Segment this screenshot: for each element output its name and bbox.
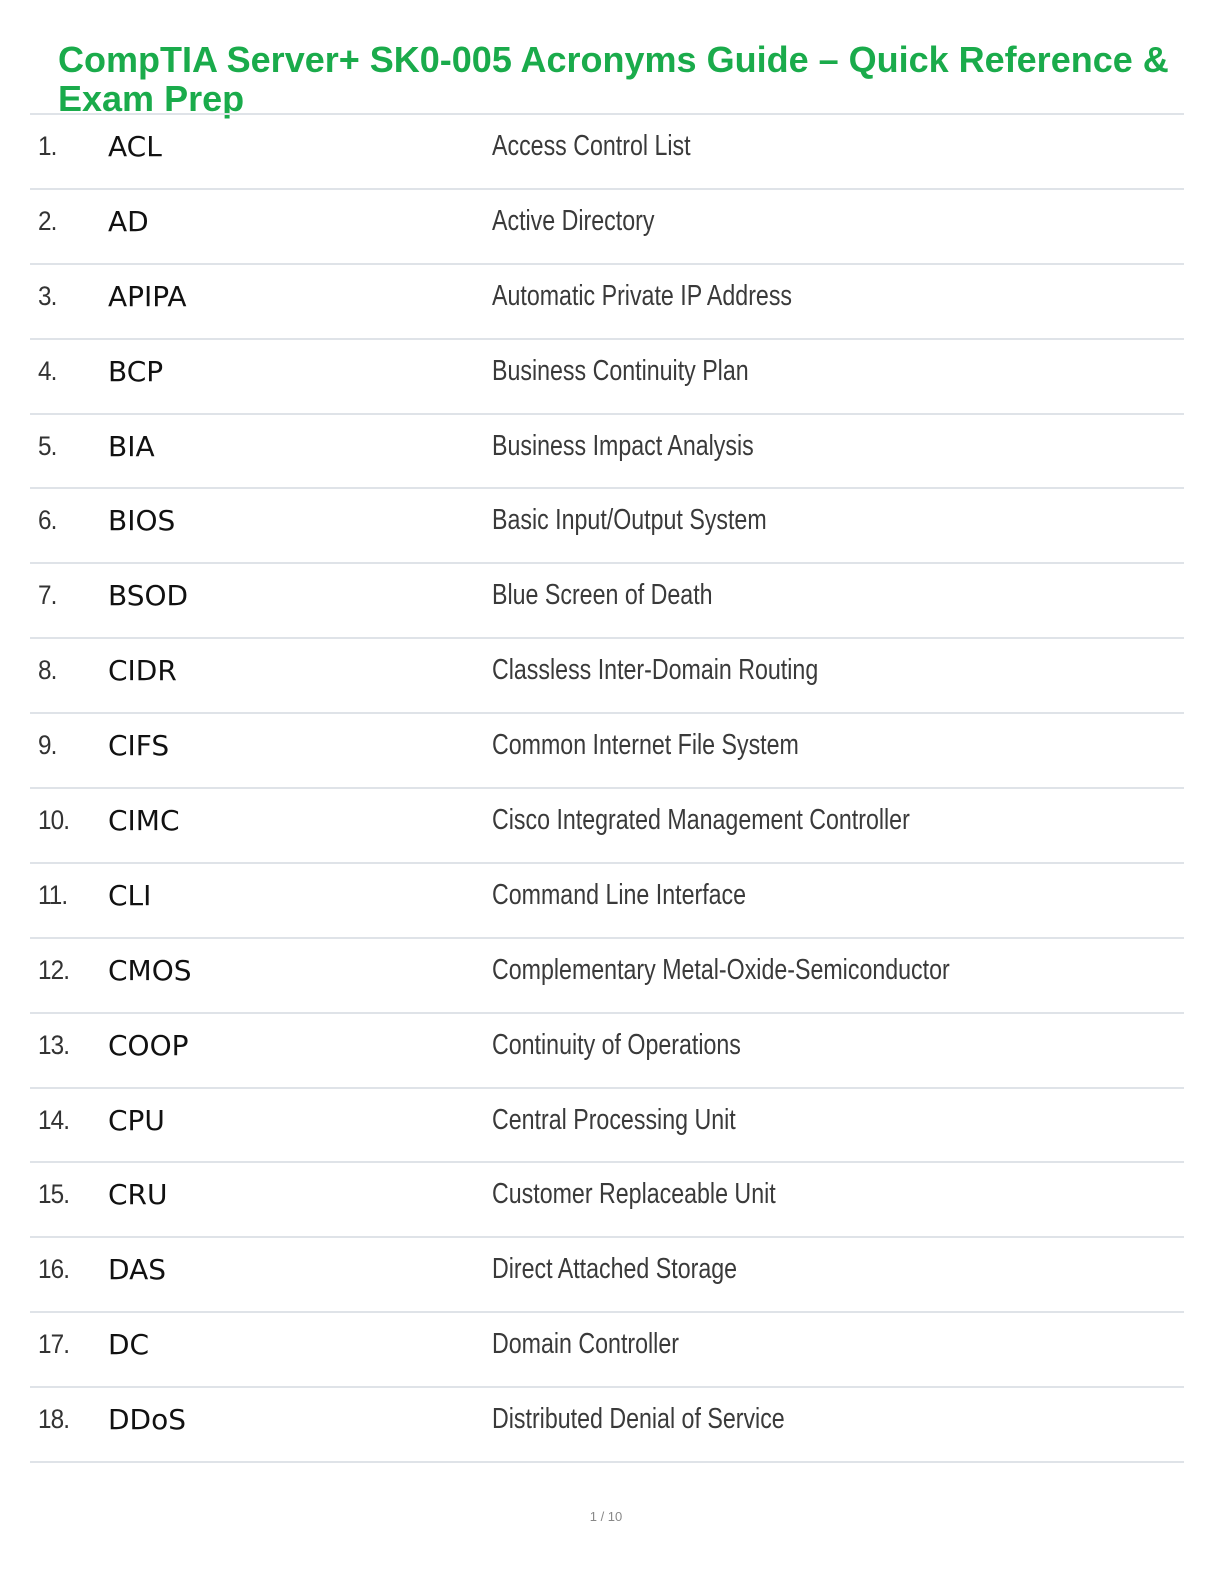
row-number: 13. [38, 1029, 70, 1060]
list-item-6 [30, 489, 1184, 564]
row-acronym: BSOD [108, 579, 189, 613]
row-acronym: CPU [108, 1103, 165, 1137]
row-definition: Distributed Denial of Service [492, 1403, 785, 1436]
row-acronym: CIMC [108, 804, 180, 838]
list-item-9 [30, 714, 1184, 789]
row-definition: Complementary Metal-Oxide-Semiconductor [492, 953, 950, 986]
row-definition: Classless Inter-Domain Routing [492, 654, 819, 687]
list-item-8 [30, 639, 1184, 714]
row-number: 7. [38, 580, 57, 611]
list-item-5 [30, 415, 1184, 490]
list-item-4 [30, 340, 1184, 415]
row-acronym: CIFS [108, 729, 170, 763]
row-acronym: COOP [108, 1028, 189, 1062]
list-item-15 [30, 1163, 1184, 1238]
row-definition: Domain Controller [492, 1328, 679, 1361]
list-item-11 [30, 864, 1184, 939]
row-acronym: ACL [108, 130, 162, 163]
row-definition: Customer Replaceable Unit [492, 1178, 776, 1211]
row-number: 14. [38, 1104, 70, 1135]
row-number: 11. [38, 879, 68, 910]
row-number: 12. [38, 954, 70, 985]
row-acronym: DDoS [108, 1403, 187, 1437]
row-definition: Common Internet File System [492, 729, 799, 762]
list-item-13 [30, 1014, 1184, 1089]
list-item-16 [30, 1238, 1184, 1313]
page-number: 1 / 10 [589, 1509, 623, 1524]
row-definition: Direct Attached Storage [492, 1253, 738, 1286]
row-definition: Continuity of Operations [492, 1028, 741, 1061]
row-acronym: APIPA [108, 279, 187, 313]
row-acronym: DC [108, 1328, 150, 1362]
row-acronym: BCP [108, 354, 164, 388]
row-definition: Basic Input/Output System [492, 504, 767, 537]
row-definition: Access Control List [492, 130, 691, 162]
acronym-list [30, 113, 1184, 1463]
row-definition: Business Continuity Plan [492, 354, 749, 387]
row-number: 17. [38, 1329, 70, 1360]
row-number: 6. [38, 505, 57, 536]
row-acronym: CIDR [108, 654, 177, 688]
list-item-14 [30, 1089, 1184, 1164]
row-definition: Central Processing Unit [492, 1103, 736, 1136]
list-item-3 [30, 265, 1184, 340]
row-acronym: CRU [108, 1178, 168, 1212]
row-definition: Cisco Integrated Management Controller [492, 804, 910, 837]
row-acronym: CLI [108, 878, 152, 912]
row-number: 1. [38, 131, 57, 161]
row-number: 15. [38, 1179, 70, 1210]
list-item-10 [30, 789, 1184, 864]
row-number: 10. [38, 805, 70, 836]
row-number: 4. [38, 355, 57, 386]
row-number: 8. [38, 655, 57, 686]
row-definition: Blue Screen of Death [492, 579, 713, 612]
row-number: 16. [38, 1254, 70, 1285]
list-item-12 [30, 939, 1184, 1014]
row-number: 18. [38, 1404, 70, 1435]
row-number: 5. [38, 430, 57, 461]
page-title: CompTIA Server+ SK0-005 Acronyms Guide – Quick Reference & Exam Prep [58, 39, 1169, 119]
row-acronym: BIOS [108, 504, 176, 538]
list-item-18 [30, 1388, 1184, 1463]
row-number: 9. [38, 730, 57, 761]
row-number: 3. [38, 280, 57, 311]
row-definition: Active Directory [492, 204, 655, 237]
list-item-2 [30, 190, 1184, 265]
row-number: 2. [38, 205, 57, 236]
list-item-7 [30, 564, 1184, 639]
row-definition: Command Line Interface [492, 878, 747, 911]
row-definition: Automatic Private IP Address [492, 279, 793, 312]
row-acronym: BIA [108, 429, 155, 463]
list-item-1 [30, 115, 1184, 190]
row-acronym: DAS [108, 1253, 166, 1287]
row-acronym: AD [108, 204, 149, 238]
row-definition: Business Impact Analysis [492, 429, 754, 462]
row-acronym: CMOS [108, 953, 192, 987]
list-item-17 [30, 1313, 1184, 1388]
